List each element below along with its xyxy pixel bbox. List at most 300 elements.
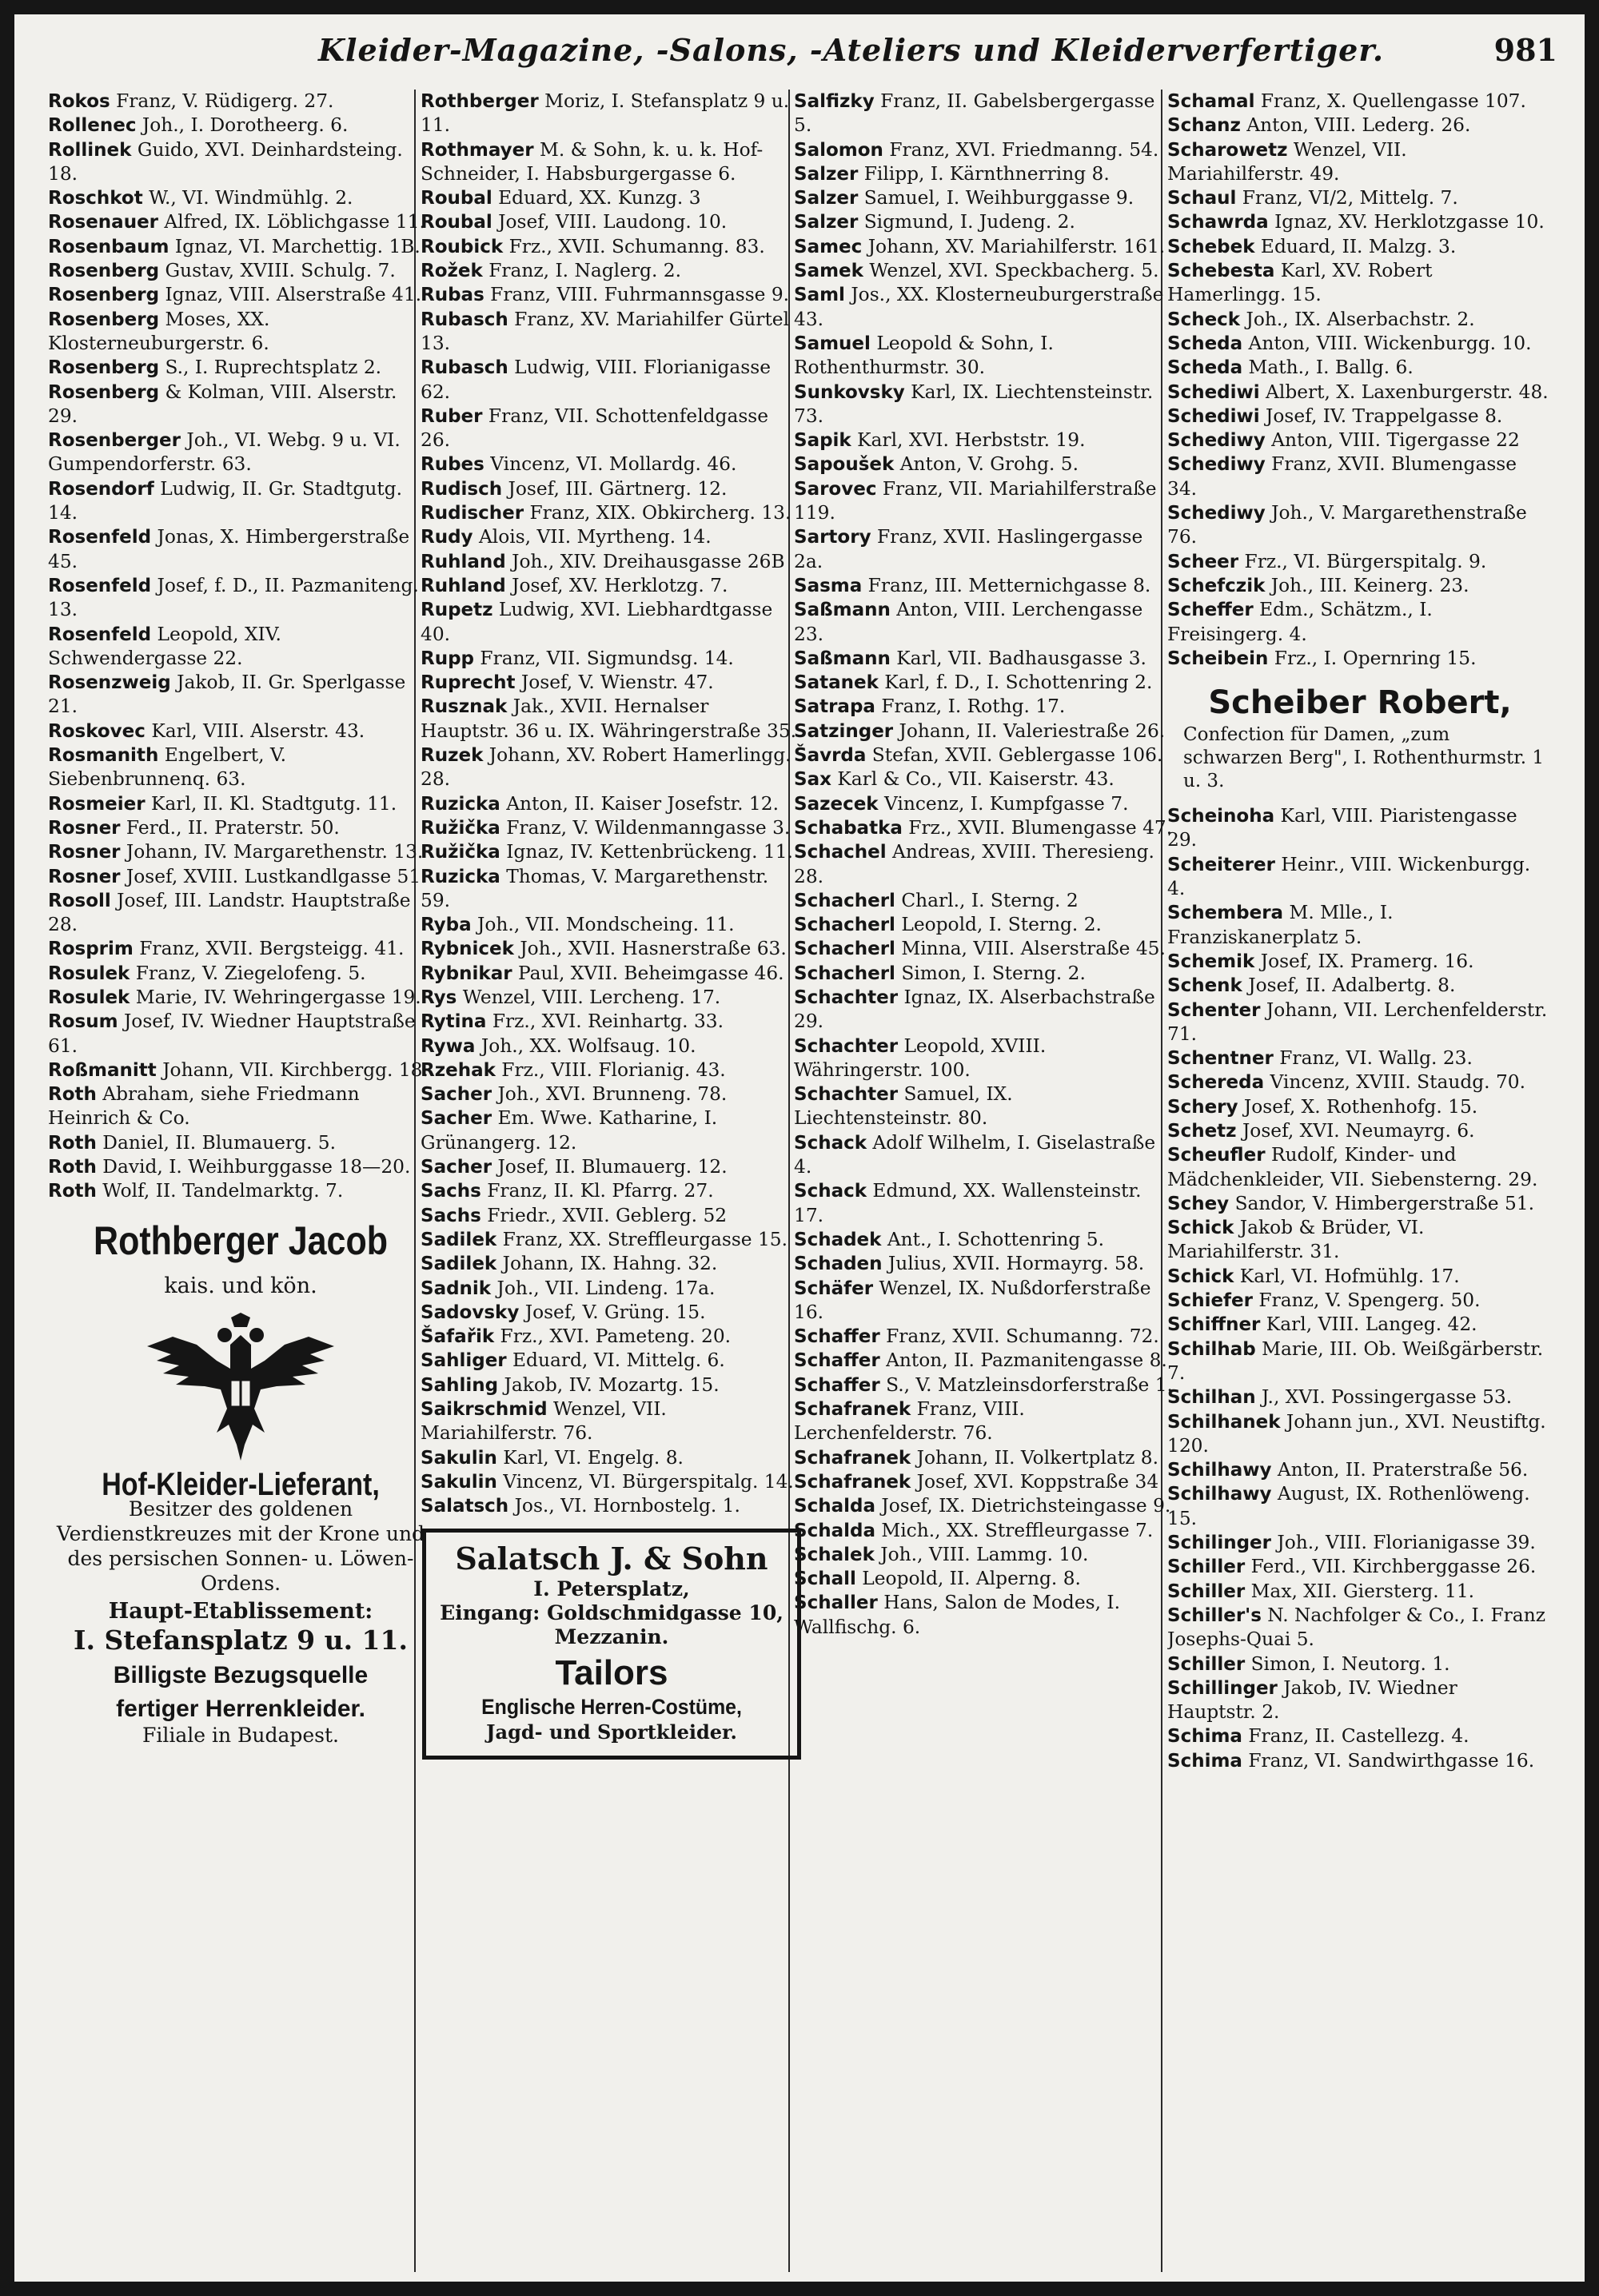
directory-entry (421, 452, 806, 476)
directory-entry (794, 1519, 1179, 1543)
directory-entry (1167, 308, 1553, 332)
entry-name: Schilhawy (1167, 1460, 1272, 1481)
ad-label: Haupt-Etablissement: (108, 1599, 373, 1624)
entry-name: Rosulek (48, 987, 130, 1008)
directory-entry (794, 186, 1179, 210)
entry-address: Heinr., VIII. Wickenburgg. 4. (1167, 853, 1531, 900)
entry-name: Satanek (794, 672, 879, 694)
directory-entry (48, 623, 433, 672)
entry-name: Schilhab (1167, 1338, 1256, 1360)
entry-name: Schilhan (1167, 1387, 1256, 1409)
entry-address: Moses, XX. Klosterneuburgerstr. 6. (48, 308, 270, 354)
entry-address: Franz, VI/2, Mittelg. 7. (1236, 187, 1458, 209)
entry-name: Roth (48, 1084, 97, 1106)
entry-name: Rybnicek (421, 939, 514, 960)
directory-entry (794, 1228, 1179, 1252)
entry-name: Sunkovsky (794, 381, 905, 403)
entry-address: Franz, I. Rothg. 17. (875, 696, 1066, 718)
entry-address: Anton, II. Praterstraße 56. (1271, 1459, 1529, 1481)
entry-address: Franz, V. Rüdigerg. 27. (110, 90, 334, 112)
entry-name: Ruprecht (421, 672, 516, 694)
entry-address: M. & Sohn, k. u. k. Hof-Schneider, I. Habsburgergasse 6. (421, 138, 764, 185)
entry-name: Schey (1167, 1193, 1230, 1214)
entry-name: Rosendorf (48, 478, 154, 500)
directory-entry (421, 1155, 806, 1179)
entry-name: Rubasch (421, 309, 508, 330)
entry-address: Franz, V. Ziegelofeng. 5. (130, 962, 366, 984)
entry-address: Franz, VII. Mariahilferstraße 119. (794, 477, 1157, 524)
entry-address: Franz, VII. Schottenfeldgasse 26. (421, 405, 769, 452)
entry-name: Schediwy (1167, 454, 1266, 476)
entry-address: Frz., XVI. Reinhartg. 33. (486, 1010, 724, 1033)
ad-description: Confection für Damen, „zum schwarzen Berg", I. Rothenthurmstr. 1 u. 3. (1183, 724, 1544, 792)
entry-name: Schick (1167, 1266, 1234, 1287)
directory-entry (421, 1034, 806, 1058)
entry-address: Thomas, V. Margarethenstr. 59. (421, 865, 769, 911)
entry-name: Schalda (794, 1520, 875, 1541)
entry-name: Schafranek (794, 1447, 911, 1469)
entry-address: Josef, III. Landstr. Hauptstraße 28. (48, 889, 411, 936)
entry-address: Jos., XX. Klosterneuburgerstraße 43. (794, 284, 1164, 330)
entry-name: Rywa (421, 1035, 476, 1057)
directory-entry (1167, 235, 1553, 259)
entry-name: Rupetz (421, 600, 493, 621)
directory-entry (1167, 901, 1553, 950)
entry-name: Sapoušek (794, 454, 895, 476)
entry-address: Ludwig, XVI. Liebhardtgasse 40. (421, 599, 773, 645)
directory-entry (421, 235, 806, 259)
directory-entry (1167, 210, 1553, 234)
entry-name: Sazecek (794, 793, 879, 815)
entry-name: Sadnik (421, 1278, 492, 1299)
directory-entry (421, 186, 806, 210)
directory-entry (48, 865, 433, 889)
directory-entry (421, 1082, 806, 1106)
entry-name: Rosenzweig (48, 672, 171, 694)
entry-name: Sahling (421, 1374, 499, 1396)
directory-entry (421, 913, 806, 937)
entry-address: Leopold & Sohn, I. Rothenthurmstr. 30. (794, 332, 1054, 379)
directory-entry (1167, 259, 1553, 308)
directory-entry (1167, 853, 1553, 902)
entry-name: Rothberger (421, 91, 539, 112)
directory-entry (48, 889, 433, 938)
directory-entry (1167, 114, 1553, 138)
directory-entry (48, 90, 433, 114)
entry-name: Scheda (1167, 333, 1243, 354)
entry-address: Julius, XVII. Hormayrg. 58. (882, 1253, 1145, 1275)
entry-name: Schenter (1167, 999, 1261, 1021)
entry-list (1167, 90, 1553, 671)
entry-address: Ignaz, VIII. Alserstraße 41. (159, 284, 422, 306)
directory-entry (794, 913, 1179, 937)
ad-slogan: fertiger Herrenkleider. (116, 1696, 365, 1723)
entry-name: Rosum (48, 1011, 118, 1033)
entry-name: Scheufler (1167, 1145, 1266, 1166)
entry-address: Josef, IV. Trappelgasse 8. (1259, 405, 1503, 427)
entry-name: Ruhland (421, 575, 506, 596)
directory-entry (1167, 1724, 1553, 1748)
directory-entry (1167, 647, 1553, 671)
entry-address: Samuel, IX. Liechtensteinstr. 80. (794, 1083, 1013, 1130)
directory-entry (794, 525, 1179, 574)
entry-name: Samek (794, 261, 863, 282)
directory-entry (421, 1325, 806, 1349)
directory-entry (794, 1373, 1179, 1397)
entry-address: Gustav, XVIII. Schulg. 7. (159, 260, 396, 282)
directory-entry (794, 889, 1179, 913)
directory-entry (48, 525, 433, 574)
directory-entry (48, 719, 433, 743)
entry-address: Ludwig, VIII. Florianigasse 62. (421, 357, 772, 403)
directory-entry (48, 283, 433, 307)
entry-address: W., VI. Windmühlg. 2. (142, 187, 353, 209)
entry-name: Schafranek (794, 1471, 911, 1493)
entry-name: Schachter (794, 987, 899, 1008)
entry-address: Jak., XVII. Hernalser Hauptstr. 36 u. IX. Währingerstraße 35. (421, 696, 797, 742)
entry-address: Karl, VIII. Langeg. 42. (1260, 1313, 1477, 1336)
entry-name: Saßmann (794, 648, 891, 669)
entry-name: Sax (794, 769, 831, 791)
entry-name: Salzer (794, 163, 859, 185)
entry-name: Ruhland (421, 551, 506, 572)
directory-entry (794, 1349, 1179, 1373)
entry-name: Rosenberg (48, 285, 160, 306)
entry-name: Rosenfeld (48, 624, 152, 645)
entry-name: Scheda (1167, 357, 1243, 379)
entry-address: David, I. Weihburggasse 18—20. (96, 1156, 411, 1178)
entry-name: Schaffer (794, 1350, 880, 1372)
entry-name: Scheinoha (1167, 806, 1275, 827)
ad-entrance: Eingang: Goldschmidgasse 10, Mezzanin. (440, 1600, 784, 1648)
directory-entry (421, 743, 806, 792)
entry-address: Josef, VIII. Laudong. 10. (492, 211, 728, 233)
directory-entry (1167, 1070, 1553, 1094)
entry-name: Schaller (794, 1592, 878, 1614)
entry-address: Engelbert, V. Siebenbrunnenq. 63. (48, 744, 287, 791)
directory-entry (1167, 1410, 1553, 1459)
entry-address: Rudolf, Kinder- und Mädchenkleider, VII. Siebensterng. 29. (1167, 1144, 1538, 1190)
entry-name: Rothmayer (421, 139, 534, 161)
entry-name: Sachs (421, 1205, 481, 1226)
entry-address: Leopold, I. Sterng. 2. (895, 914, 1102, 936)
entry-address: Wenzel, IX. Nußdorferstraße 16. (794, 1277, 1151, 1323)
entry-name: Rys (421, 987, 457, 1008)
double-eagle-icon (141, 1313, 341, 1465)
directory-entry (421, 1301, 806, 1325)
entry-name: Schalek (794, 1544, 875, 1565)
entry-name: Rollinek (48, 139, 132, 161)
entry-name: Schery (1167, 1096, 1238, 1118)
directory-entry (421, 283, 806, 307)
entry-address: Johann, XV. Mariahilferstr. 161. (862, 235, 1166, 257)
entry-name: Schiller's (1167, 1604, 1262, 1626)
entry-address: Anton, V. Grohg. 5. (894, 453, 1079, 476)
entry-name: Schadek (794, 1229, 882, 1250)
directory-entry (48, 429, 433, 477)
entry-address: Jakob, IV. Wiedner Hauptstr. 2. (1167, 1676, 1457, 1724)
directory-entry (421, 356, 806, 405)
entry-address: Ignaz, VI. Marchettig. 1B. (169, 235, 421, 257)
entry-name: Ruzek (421, 745, 484, 767)
entry-address: & Kolman, VIII. Alserstr. 29. (48, 381, 397, 427)
entry-name: Schiller (1167, 1580, 1246, 1602)
entry-address: Johann, II. Volkertplatz 8. (911, 1446, 1159, 1469)
entry-address: Ignaz, IX. Alserbachstraße 29. (794, 986, 1155, 1033)
entry-name: Roßmanitt (48, 1059, 157, 1081)
directory-entry (1167, 90, 1553, 114)
entry-name: Scheer (1167, 551, 1239, 572)
entry-address: Joh., XVI. Brunneng. 78. (492, 1083, 728, 1106)
directory-entry (794, 452, 1179, 476)
entry-name: Šavrda (794, 745, 867, 767)
entry-address: Johann, IV. Margarethenstr. 13. (120, 841, 424, 863)
entry-name: Schanz (1167, 115, 1241, 137)
entry-name: Schembera (1167, 903, 1284, 924)
entry-name: Rupp (421, 648, 475, 669)
entry-address: Frz., XVII. Schumanng. 83. (503, 235, 765, 257)
entry-name: Roubick (421, 236, 504, 257)
entry-address: Anton, VIII. Lerchengasse 23. (794, 599, 1143, 645)
directory-entry (794, 743, 1179, 767)
entry-name: Rzehak (421, 1059, 496, 1081)
entry-name: Sacher (421, 1157, 492, 1178)
entry-name: Schachter (794, 1035, 899, 1057)
entry-address: Vincenz, XVIII. Staudg. 70. (1264, 1071, 1526, 1094)
directory-entry (1167, 1604, 1553, 1652)
entry-address: Karl, VIII. Alserstr. 43. (145, 719, 365, 742)
directory-entry (1167, 1192, 1553, 1216)
entry-name: Sasma (794, 575, 863, 596)
entry-address: Minna, VIII. Alserstraße 45. (895, 938, 1166, 960)
entry-name: Salzer (794, 188, 859, 209)
directory-entry (421, 574, 806, 598)
entry-name: Schebek (1167, 236, 1255, 257)
entry-name: Rosenberg (48, 309, 160, 330)
entry-address: Joh., VII. Mondscheing. 11. (471, 914, 735, 936)
entry-address: Franz, II. Castellezg. 4. (1242, 1725, 1469, 1748)
directory-entry (794, 1277, 1179, 1325)
entry-name: Samuel (794, 333, 871, 354)
entry-name: Schacherl (794, 890, 895, 911)
entry-name: Schima (1167, 1750, 1242, 1772)
entry-name: Schetz (1167, 1120, 1237, 1142)
entry-address: Edm., Schätzm., I. Freisingerg. 4. (1167, 599, 1433, 645)
entry-address: Frz., I. Opernring 15. (1268, 647, 1477, 669)
directory-entry (794, 162, 1179, 186)
entry-address: Jakob & Brüder, VI. Mariahilferstr. 31. (1167, 1217, 1425, 1263)
entry-address: Karl & Co., VII. Kaiserstr. 43. (831, 768, 1115, 791)
directory-entry (1167, 974, 1553, 998)
entry-name: Sartory (794, 527, 871, 548)
directory-entry (421, 1373, 806, 1397)
entry-address: Franz, II. Kl. Pfarrg. 27. (480, 1180, 714, 1202)
entry-name: Rosenauer (48, 212, 159, 233)
entry-address: Charl., I. Sterng. 2 (895, 889, 1079, 911)
entry-name: Rudisch (421, 478, 503, 500)
directory-entry (1167, 1289, 1553, 1313)
entry-name: Rosner (48, 817, 121, 839)
directory-entry (48, 962, 433, 986)
entry-name: Roskovec (48, 720, 146, 742)
directory-entry (48, 743, 433, 792)
directory-entry (421, 937, 806, 961)
entry-address: Josef, XVI. Neumayrg. 6. (1236, 1119, 1475, 1142)
ad-address: I. Petersplatz, (533, 1577, 690, 1600)
column-4 (1167, 90, 1553, 2272)
entry-address: Josef, XVI. Koppstraße 34 (911, 1470, 1159, 1493)
entry-address: Karl, XVI. Herbststr. 19. (851, 429, 1086, 452)
scheiber-advertisement (1167, 682, 1553, 798)
entry-name: Schiefer (1167, 1290, 1254, 1312)
directory-entry (1167, 804, 1553, 853)
column-2 (421, 90, 806, 2272)
entry-address: Filipp, I. Kärnthnerring 8. (858, 162, 1110, 185)
entry-name: Rubes (421, 454, 484, 476)
entry-name: Rudy (421, 527, 473, 548)
entry-name: Sachs (421, 1181, 481, 1202)
entry-address: Johann, VII. Kirchbergg. 18. (156, 1058, 429, 1081)
entry-address: Karl, VIII. Piaristengasse 29. (1167, 805, 1517, 851)
entry-name: Rytina (421, 1011, 487, 1033)
entry-address: Joh., XIV. Dreihausgasse 26B (505, 550, 785, 572)
entry-address: Frz., XVI. Pameteng. 20. (494, 1325, 732, 1348)
entry-address: Josef, IX. Pramerg. 16. (1254, 950, 1474, 972)
entry-address: Anton, VIII. Tigergasse 22 (1265, 429, 1520, 452)
entry-name: Schediwy (1167, 503, 1266, 524)
directory-entry (48, 114, 433, 138)
ad-address: I. Stefansplatz 9 u. 11. (74, 1624, 408, 1656)
entry-address: Joh., I. Dorotheerg. 6. (136, 114, 349, 137)
directory-entry (794, 986, 1179, 1034)
entry-name: Scheffer (1167, 600, 1254, 621)
directory-entry (794, 1325, 1179, 1349)
entry-address: Leopold, II. Alperng. 8. (855, 1568, 1081, 1590)
directory-entry (48, 138, 433, 187)
entry-name: Saikrschmid (421, 1399, 548, 1421)
entry-address: Anton, II. Kaiser Josefstr. 12. (500, 792, 779, 815)
directory-entry (1167, 452, 1553, 501)
entry-address: Daniel, II. Blumauerg. 5. (96, 1131, 337, 1154)
directory-entry (794, 598, 1179, 647)
entry-address: Josef, II. Blumauerg. 12. (492, 1156, 728, 1178)
entry-address: Friedr., XVII. Geblerg. 52 (480, 1204, 728, 1226)
directory-entry (1167, 1652, 1553, 1676)
column-1 (48, 90, 433, 2272)
entry-address: Eduard, XX. Kunzg. 3 (492, 187, 701, 209)
directory-entry (1167, 1458, 1553, 1482)
entry-name: Schaul (1167, 188, 1237, 209)
ad-branch: Filiale in Budapest. (142, 1724, 340, 1748)
entry-name: Schaden (794, 1254, 883, 1275)
directory-entry (1167, 1095, 1553, 1119)
directory-entry (794, 259, 1179, 283)
entry-name: Schachel (794, 842, 887, 863)
entry-name: Rosprim (48, 939, 134, 960)
entry-name: Scheck (1167, 309, 1241, 330)
entry-address: Edmund, XX. Wallensteinstr. 17. (794, 1180, 1142, 1226)
entry-address: Josef, X. Rothenhofg. 15. (1238, 1095, 1478, 1118)
directory-entry (794, 283, 1179, 332)
entry-address: Franz, II. Gabelsbergergasse 5. (794, 90, 1155, 137)
directory-entry (48, 1082, 433, 1131)
directory-entry (794, 647, 1179, 671)
entry-name: Roth (48, 1181, 97, 1202)
directory-entry (421, 598, 806, 647)
entry-address: Max, XII. Giersterg. 11. (1245, 1580, 1475, 1602)
directory-entry (1167, 429, 1553, 452)
directory-entry (421, 1106, 806, 1155)
entry-name: Roschkot (48, 188, 143, 209)
entry-address: Joh., XX. Wolfsaug. 10. (475, 1034, 696, 1057)
entry-address: Johann, VII. Lerchenfelderstr. 71. (1167, 999, 1548, 1045)
entry-name: Schediwi (1167, 381, 1260, 403)
entry-address: Frz., VIII. Florianig. 43. (495, 1058, 726, 1081)
entry-name: Rokos (48, 91, 110, 112)
directory-entry (794, 816, 1179, 840)
directory-entry (794, 1591, 1179, 1640)
directory-entry (48, 186, 433, 210)
entry-name: Sadilek (421, 1229, 497, 1250)
ad-line: Englische Herren-Costüme, (481, 1694, 742, 1719)
directory-entry (794, 1567, 1179, 1591)
entry-name: Samec (794, 236, 863, 257)
entry-name: Ružička (421, 817, 500, 839)
entry-name: Satzinger (794, 720, 894, 742)
entry-name: Ruzicka (421, 793, 500, 815)
directory-entry (794, 719, 1179, 743)
entry-name: Rosoll (48, 890, 111, 911)
entry-name: Schilhawy (1167, 1484, 1272, 1505)
entry-address: Joh., III. Keinerg. 23. (1265, 574, 1469, 596)
entry-name: Schefczik (1167, 575, 1266, 596)
entry-address: S., I. Ruprechtsplatz 2. (159, 357, 382, 379)
entry-address: Karl, VI. Engelg. 8. (496, 1446, 684, 1469)
entry-address: Frz., VI. Bürgerspitalg. 9. (1238, 550, 1487, 572)
page-title: Kleider-Magazine, -Salons, -Ateliers und Kleiderverfertiger. (318, 32, 1385, 68)
entry-name: Schamal (1167, 91, 1255, 112)
directory-entry (794, 429, 1179, 452)
ad-line: kais. und kön. (164, 1273, 317, 1298)
directory-entry (48, 477, 433, 526)
entry-name: Schilinger (1167, 1533, 1272, 1554)
entry-address: Franz, XVII. Bergsteigg. 41. (133, 938, 405, 960)
entry-address: Joh., VIII. Florianigasse 39. (1271, 1532, 1536, 1554)
directory-entry (421, 1494, 806, 1518)
entry-address: Leopold, XVIII. Währingerstr. 100. (794, 1034, 1047, 1081)
directory-entry (794, 962, 1179, 986)
entry-name: Schiller (1167, 1653, 1246, 1675)
directory-entry (1167, 999, 1553, 1047)
entry-name: Sacher (421, 1084, 492, 1106)
entry-address: J., XVI. Possingergasse 53. (1255, 1386, 1513, 1409)
entry-name: Rybnikar (421, 963, 512, 984)
directory-entry (1167, 950, 1553, 974)
entry-name: Sacher (421, 1108, 492, 1130)
entry-address: Sigmund, I. Judeng. 2. (858, 211, 1075, 233)
entry-address: N. Nachfolger & Co., I. Franz Josephs-Quai 5. (1167, 1604, 1545, 1651)
entry-address: Franz, V. Spengerg. 50. (1253, 1290, 1481, 1312)
entry-address: Joh., XVII. Hasnerstraße 63. (513, 938, 787, 960)
directory-entry (1167, 574, 1553, 598)
directory-entry (48, 1058, 433, 1082)
directory-entry (421, 550, 806, 574)
entry-name: Salzer (794, 212, 859, 233)
entry-address: Karl, II. Kl. Stadtgutg. 11. (145, 792, 397, 815)
entry-name: Schafranek (794, 1399, 911, 1421)
entry-name: Schaffer (794, 1326, 880, 1348)
entry-name: Sadovsky (421, 1301, 520, 1323)
